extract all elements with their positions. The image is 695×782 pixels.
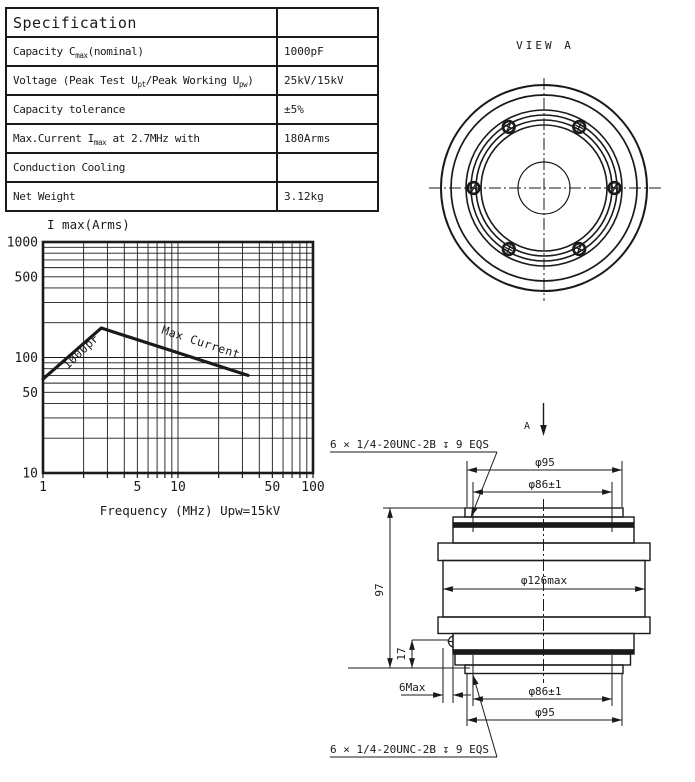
- spec-row-label: Conduction Cooling: [6, 153, 277, 182]
- spec-row-label: Voltage (Peak Test $U_{pt}$/Peak Working $U_{pw}$): [6, 66, 277, 95]
- spec-row: [6, 37, 378, 66]
- view-a-drawing: [415, 28, 695, 313]
- spec-row: [6, 124, 378, 153]
- y-tick-label: 1000: [6, 235, 38, 251]
- dim-6max: 6Max: [399, 681, 426, 694]
- spec-row-value: 25kV/15kV: [277, 66, 378, 95]
- dim-dia86-top: φ86±1: [528, 478, 562, 491]
- y-tick-label: 500: [14, 270, 38, 286]
- pinch-off-pin: [448, 635, 454, 649]
- screw-head-icon: [607, 180, 622, 195]
- thread-note-top-leader: [471, 452, 497, 517]
- side-view-drawing: [325, 398, 695, 762]
- view-arrow-label: A: [524, 421, 531, 432]
- specification-table: [5, 7, 379, 212]
- spec-header-empty-cell: [277, 8, 378, 37]
- thread-note-top: 6 × 1/4-20UNC-2B ↧ 9 EQS: [330, 438, 489, 451]
- dim-dia95-bottom: φ95: [535, 706, 555, 719]
- spec-row-value: [277, 153, 378, 182]
- dim-pin-17: 17: [395, 647, 408, 661]
- spec-table-title: Specification: [6, 8, 277, 37]
- y-tick-label: 10: [22, 466, 38, 482]
- spec-row: [6, 153, 378, 182]
- view-a-direction-indicator: [540, 403, 547, 436]
- spec-row: [6, 95, 378, 124]
- spec-row: [6, 182, 378, 211]
- y-tick-label: 50: [22, 385, 38, 401]
- dim-dia126: φ126max: [520, 574, 568, 587]
- dim-dia95-top: φ95: [535, 456, 555, 469]
- dim-dia86-bottom: φ86±1: [528, 685, 562, 698]
- spec-row-value: ±5%: [277, 95, 378, 124]
- chart-x-axis-title: Frequency (MHz) Upw=15kV: [99, 503, 281, 518]
- spec-row-label: Max.Current $I_{max}$ at 2.7MHz with: [6, 124, 277, 153]
- spec-row-label: Net Weight: [6, 182, 277, 211]
- view-a-title: VIEW A: [516, 39, 574, 52]
- spec-row-value: 3.12kg: [277, 182, 378, 211]
- spec-row-value: 180Arms: [277, 124, 378, 153]
- curve-annotation: 1000pF: [59, 330, 102, 372]
- x-tick-label: 50: [264, 480, 281, 495]
- x-tick-label: 100: [301, 480, 325, 495]
- curve-annotation: Max Current: [160, 322, 243, 362]
- spec-header-row: [6, 8, 378, 37]
- screw-head-icon: [466, 180, 481, 195]
- spec-row-label: Capacity tolerance: [6, 95, 277, 124]
- spec-row-label: Capacity $C_{max}(nominal)$: [6, 37, 277, 66]
- x-tick-label: 10: [170, 480, 186, 495]
- chart-y-axis-title: I max(Arms): [47, 217, 130, 232]
- spec-row: [6, 66, 378, 95]
- thread-note-bottom: 6 × 1/4-20UNC-2B ↧ 9 EQS: [330, 743, 489, 756]
- y-tick-label: 100: [14, 351, 38, 366]
- dimension-lines: [348, 461, 645, 726]
- imax-frequency-chart: [0, 210, 345, 525]
- x-tick-label: 5: [133, 480, 142, 495]
- chart-grid: [43, 242, 313, 478]
- dim-height-97: 97: [373, 583, 386, 597]
- spec-row-value: 1000pF: [277, 37, 378, 66]
- x-tick-label: 1: [39, 480, 47, 495]
